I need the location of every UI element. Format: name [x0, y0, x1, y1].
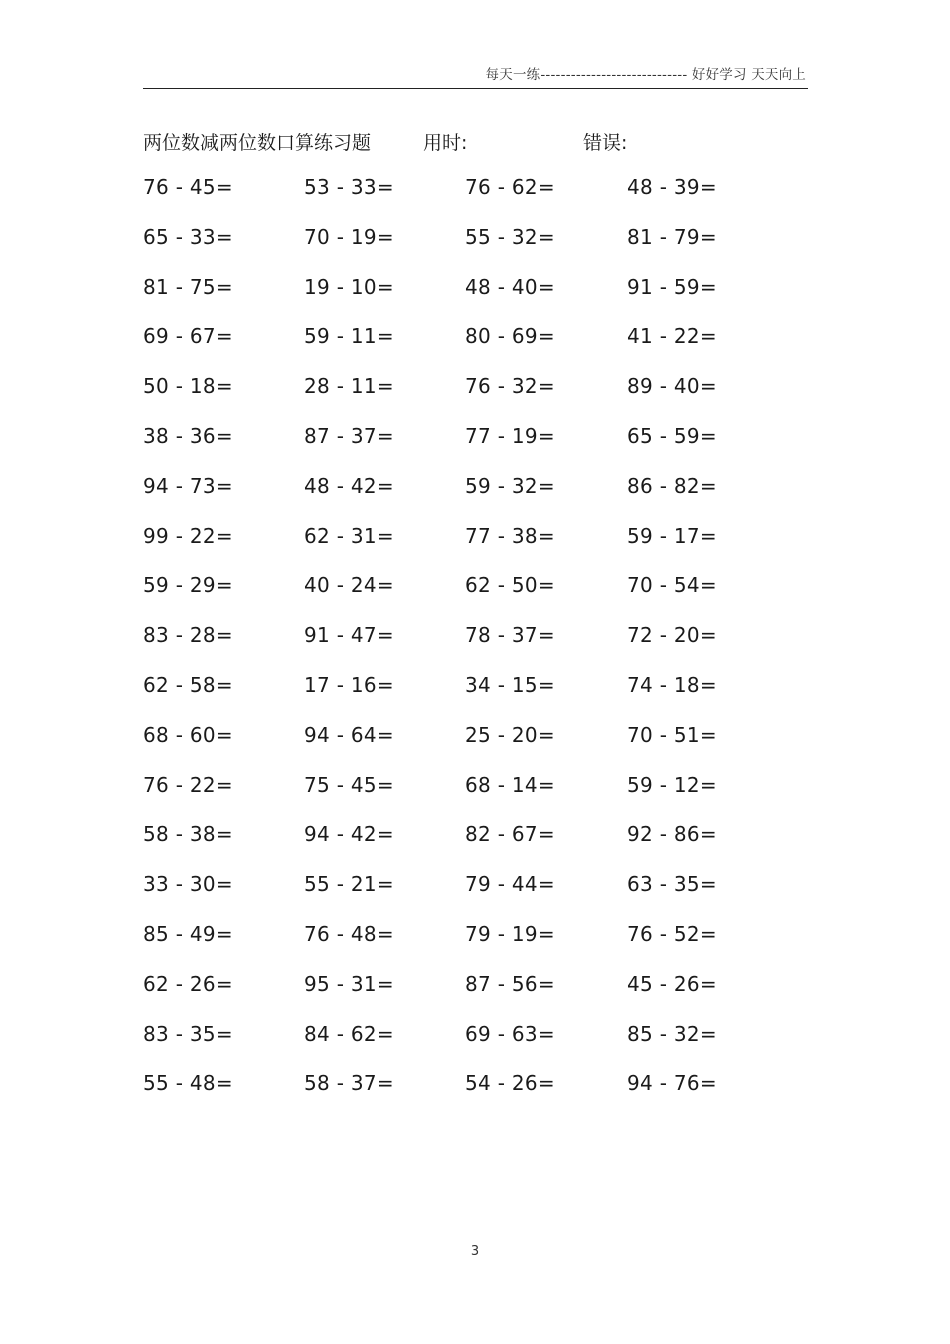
problem: 80 - 69=	[465, 324, 555, 349]
problem: 48 - 40=	[465, 274, 555, 299]
problem: 59 - 17=	[627, 523, 717, 548]
problem-row	[143, 972, 803, 1022]
problem-row	[143, 324, 803, 374]
problem: 76 - 52=	[627, 921, 717, 946]
problem: 76 - 48=	[304, 921, 394, 946]
problem: 94 - 73=	[143, 473, 233, 498]
problem: 76 - 32=	[465, 374, 555, 399]
problem: 62 - 31=	[304, 523, 394, 548]
problem-row	[143, 225, 803, 275]
problem: 17 - 16=	[304, 672, 394, 697]
problem: 94 - 76=	[627, 1071, 717, 1096]
problem: 28 - 11=	[304, 374, 394, 399]
problem: 58 - 38=	[143, 822, 233, 847]
problem-row	[143, 1022, 803, 1072]
problem: 58 - 37=	[304, 1071, 394, 1096]
problem: 48 - 42=	[304, 473, 394, 498]
page-header	[143, 62, 808, 89]
problem: 76 - 45=	[143, 175, 233, 199]
problem: 70 - 51=	[627, 722, 717, 747]
problem: 72 - 20=	[627, 623, 717, 648]
error-label: 错误:	[583, 132, 628, 154]
problem: 19 - 10=	[304, 274, 394, 299]
page-number: 3	[470, 1244, 480, 1259]
problem: 45 - 26=	[627, 971, 717, 996]
problem: 95 - 31=	[304, 971, 394, 996]
problem: 78 - 37=	[465, 623, 555, 648]
problem: 76 - 62=	[465, 175, 555, 199]
problem: 87 - 37=	[304, 423, 394, 448]
problem: 38 - 36=	[143, 423, 233, 448]
time-label: 用时:	[423, 132, 468, 154]
problem: 59 - 12=	[627, 772, 717, 797]
problem: 77 - 19=	[465, 423, 555, 448]
problem-row	[143, 275, 803, 325]
problem-row	[143, 822, 803, 872]
problem: 63 - 35=	[627, 872, 717, 897]
problem: 65 - 33=	[143, 224, 233, 249]
problem: 55 - 21=	[304, 872, 394, 897]
problem: 62 - 58=	[143, 672, 233, 697]
problem-row	[143, 922, 803, 972]
problem: 53 - 33=	[304, 175, 394, 199]
problem-row	[143, 424, 803, 474]
problem-row	[143, 872, 803, 922]
problem-row	[143, 573, 803, 623]
problem: 85 - 32=	[627, 1021, 717, 1046]
worksheet-title: 两位数减两位数口算练习题	[143, 132, 372, 154]
problem: 82 - 67=	[465, 822, 555, 847]
problem-row	[143, 474, 803, 524]
problem: 33 - 30=	[143, 872, 233, 897]
problem: 41 - 22=	[627, 324, 717, 349]
problem: 55 - 32=	[465, 224, 555, 249]
problem: 34 - 15=	[465, 672, 555, 697]
problem: 69 - 63=	[465, 1021, 555, 1046]
problem: 62 - 26=	[143, 971, 233, 996]
problem: 91 - 59=	[627, 274, 717, 299]
title-row	[143, 128, 808, 158]
problem: 79 - 44=	[465, 872, 555, 897]
problem: 86 - 82=	[627, 473, 717, 498]
problem: 75 - 45=	[304, 772, 394, 797]
problem-row	[143, 623, 803, 673]
problem: 70 - 54=	[627, 573, 717, 598]
problem: 79 - 19=	[465, 921, 555, 946]
problem: 94 - 64=	[304, 722, 394, 747]
problem: 99 - 22=	[143, 523, 233, 548]
problem: 54 - 26=	[465, 1071, 555, 1096]
problem: 59 - 11=	[304, 324, 394, 349]
problem: 55 - 48=	[143, 1071, 233, 1096]
problem: 62 - 50=	[465, 573, 555, 598]
problem: 68 - 14=	[465, 772, 555, 797]
problem-row	[143, 723, 803, 773]
problem: 87 - 56=	[465, 971, 555, 996]
problem: 81 - 79=	[627, 224, 717, 249]
problem-row	[143, 374, 803, 424]
problem: 59 - 29=	[143, 573, 233, 598]
problem: 85 - 49=	[143, 921, 233, 946]
problem: 70 - 19=	[304, 224, 394, 249]
problem: 77 - 38=	[465, 523, 555, 548]
problem: 65 - 59=	[627, 423, 717, 448]
problem-row	[143, 524, 803, 574]
problem: 83 - 35=	[143, 1021, 233, 1046]
problem: 91 - 47=	[304, 623, 394, 648]
problem-row	[143, 175, 803, 225]
problem-row	[143, 1071, 803, 1121]
problem-row	[143, 673, 803, 723]
problem: 94 - 42=	[304, 822, 394, 847]
problem-row	[143, 773, 803, 823]
problem: 25 - 20=	[465, 722, 555, 747]
problem: 81 - 75=	[143, 274, 233, 299]
problem: 74 - 18=	[627, 672, 717, 697]
problem: 89 - 40=	[627, 374, 717, 399]
problem: 59 - 32=	[465, 473, 555, 498]
problem: 84 - 62=	[304, 1021, 394, 1046]
problem: 92 - 86=	[627, 822, 717, 847]
problem: 83 - 28=	[143, 623, 233, 648]
problem: 40 - 24=	[304, 573, 394, 598]
problem: 69 - 67=	[143, 324, 233, 349]
problem: 68 - 60=	[143, 722, 233, 747]
problem: 48 - 39=	[627, 175, 717, 199]
header-text: 每天一练----------------------------- 好好学习 天天向上	[485, 67, 806, 83]
problem-grid	[143, 175, 803, 1121]
problem: 50 - 18=	[143, 374, 233, 399]
problem: 76 - 22=	[143, 772, 233, 797]
